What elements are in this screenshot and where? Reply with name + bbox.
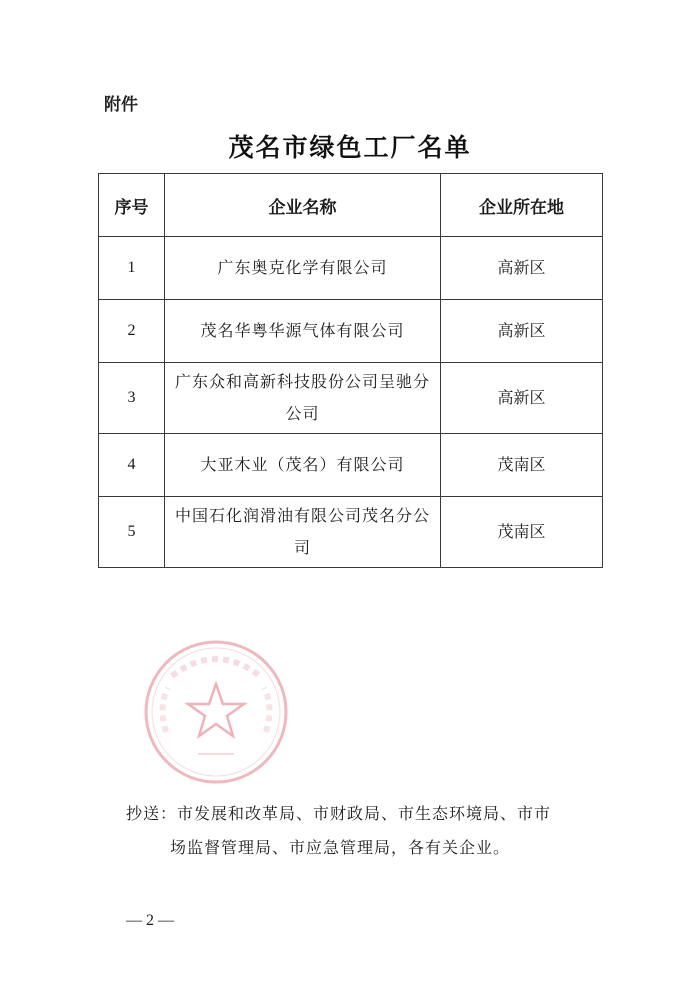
row-location: 高新区 bbox=[441, 300, 603, 363]
row-company-name: 中国石化润滑油有限公司茂名分公司 bbox=[165, 497, 441, 568]
document-title: 茂名市绿色工厂名单 bbox=[228, 133, 472, 162]
header-company-location: 企业所在地 bbox=[441, 174, 603, 237]
row-company-name: 广东众和高新科技股份公司呈驰分公司 bbox=[165, 363, 441, 434]
attachment-label: 附件 bbox=[104, 95, 138, 115]
table-row bbox=[99, 434, 603, 497]
cc-line-2: 场监督管理局、市应急管理局，各有关企业。 bbox=[170, 838, 511, 857]
row-number: 3 bbox=[99, 363, 165, 434]
header-serial-number: 序号 bbox=[99, 174, 165, 237]
row-number: 2 bbox=[99, 300, 165, 363]
carbon-copy-recipients bbox=[126, 797, 606, 865]
table-row bbox=[99, 497, 603, 568]
official-seal-stamp bbox=[140, 636, 292, 788]
table-header-row bbox=[99, 174, 603, 237]
row-company-name: 茂名华粤华源气体有限公司 bbox=[165, 300, 441, 363]
header-company-name: 企业名称 bbox=[165, 174, 441, 237]
row-number: 4 bbox=[99, 434, 165, 497]
row-location: 高新区 bbox=[441, 363, 603, 434]
factory-list-table bbox=[98, 173, 603, 568]
table-row bbox=[99, 300, 603, 363]
star-icon bbox=[188, 684, 244, 736]
row-number: 1 bbox=[99, 237, 165, 300]
row-company-name: 广东奥克化学有限公司 bbox=[165, 237, 441, 300]
page-number: — 2 — bbox=[126, 912, 174, 929]
cc-line-1: 抄送：市发展和改革局、市财政局、市生态环境局、市市 bbox=[126, 804, 552, 823]
row-location: 茂南区 bbox=[441, 434, 603, 497]
row-company-name: 大亚木业（茂名）有限公司 bbox=[165, 434, 441, 497]
row-number: 5 bbox=[99, 497, 165, 568]
row-location: 高新区 bbox=[441, 237, 603, 300]
table-row bbox=[99, 237, 603, 300]
row-location: 茂南区 bbox=[441, 497, 603, 568]
table-row bbox=[99, 363, 603, 434]
